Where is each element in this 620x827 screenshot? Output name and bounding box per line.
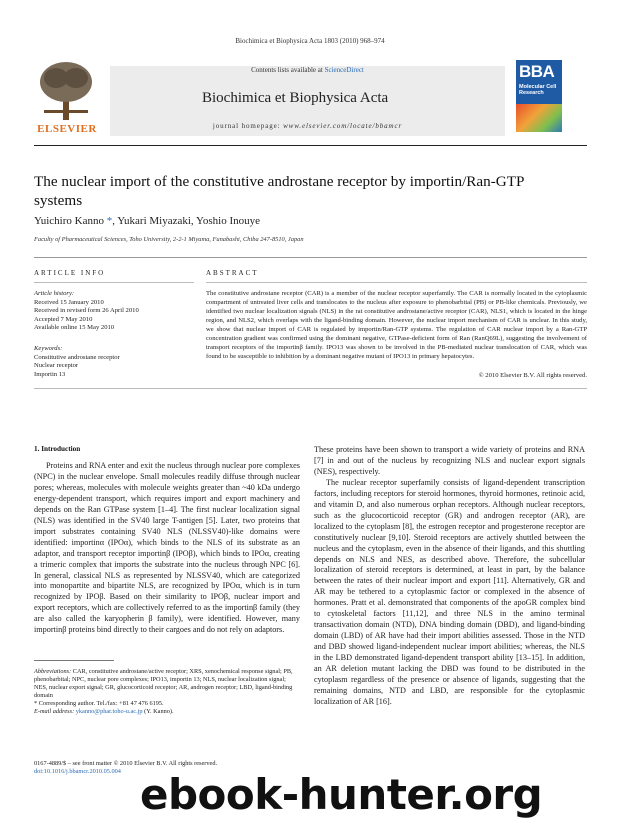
author-list xyxy=(34,215,260,227)
abbreviations-label: Abbreviations: xyxy=(34,668,72,675)
author-first: Yuichiro Kanno xyxy=(34,215,104,227)
history-accepted: Accepted 7 May 2010 xyxy=(34,315,93,323)
cover-image xyxy=(516,104,562,132)
footnote-divider xyxy=(34,660,114,661)
abstract-divider xyxy=(206,282,587,283)
journal-cover xyxy=(516,60,562,132)
abstract-bottom-divider xyxy=(34,388,587,389)
contents-prefix: Contents lists available at xyxy=(251,66,323,74)
copyright-notice: © 2010 Elsevier B.V. All rights reserved. xyxy=(478,372,587,379)
body-column-right xyxy=(314,445,585,708)
keyword-item: Constitutive androstane receptor xyxy=(34,353,120,361)
keywords-label: Keywords: xyxy=(34,345,63,352)
article-title: The nuclear import of the constitutive androstane receptor by importin/Ran-GTP systems xyxy=(34,173,524,209)
journal-title: Biochimica et Biophysica Acta xyxy=(202,90,389,106)
abstract-text: The constitutive androstane receptor (CAR) is a member of the nuclear receptor superfamily. The CAR is normally located in the cytoplasmic compartment of untreated liver cells and translocates to the nucleus after exposure to phenobarbital (PB) or PB-like chemicals. Previously, we identified two nuclear localization signals (NLS) in the rat constitutive androstane/active receptor (CAR), NLS1, which is located in the hinge region, and NLS2, which overlaps with the ligand-binding domain. However, the nuclear import mechanism of CAR is unclear. In this study, we show that nuclear import of CAR is regulated by importin/Ran-GTP systems. The regulation of CAR nuclear import by a Ran-GTP concentration gradient was confirmed using the dominant negative, GTPase-deficient form of Ran (RanQ69L), suggesting the involvement of transport receptors of the importinβ family. IPO13 was shown to be involved in the PB-mediated nuclear translocation of CAR, which was found to be susceptible to inhibition by a dominant negative mutant of IPO13 in primary hepatocytes. xyxy=(206,290,587,360)
affiliation: Faculty of Pharmaceutical Sciences, Toho University, 2-2-1 Miyama, Funabashi, Chiba 247-8510, Japan xyxy=(34,236,304,243)
email-footnote xyxy=(34,708,300,716)
cover-letters: BBA xyxy=(519,62,555,81)
elsevier-tree-icon xyxy=(36,60,96,122)
sciencedirect-link[interactable]: ScienceDirect xyxy=(324,66,364,74)
elsevier-logo: ELSEVIER xyxy=(37,123,97,135)
footnotes xyxy=(34,668,300,715)
info-divider xyxy=(34,282,194,283)
author-rest: , Yukari Miyazaki, Yoshio Inouye xyxy=(112,215,260,227)
corresponding-author-mark[interactable]: * xyxy=(103,215,113,227)
homepage-prefix: journal homepage: xyxy=(212,122,284,130)
watermark: ebook-hunter.org xyxy=(140,770,543,819)
corresponding-footnote: * Corresponding author. Tel./fax: +81 47 476 6195. xyxy=(34,699,164,707)
article-info-heading: ARTICLE INFO xyxy=(34,269,106,277)
abstract-heading: ABSTRACT xyxy=(206,269,259,277)
keywords xyxy=(34,345,194,379)
keyword-item: Importin 13 xyxy=(34,370,66,378)
paragraph: These proteins have been shown to transport a wide variety of proteins and RNA [7] in and out of the nucleus by recognizing NLS and nuclear export signals (NES), respectively. xyxy=(314,445,585,476)
history-label: Article history: xyxy=(34,290,75,297)
paragraph: Proteins and RNA enter and exit the nucleus through nuclear pore complexes (NPC) in the nuclear envelope. Small molecules readily diffuse through nuclear pores; whereas, molecules with molecule weights greater than ~40 kDa undergo energy-dependent transport, which requires import and export machinery and depends on the Ran GTPase system [1–4]. The first nuclear localization signal (NLS) was identified in the SV40 large T-antigen [5]. Later, two proteins that import substrates containing SV40 NLS (NLSSV40)-like domains were identified: importinα (IPOα), which binds to the NLS of its substrate as an adaptor, and transport receptor importinβ (IPOβ), which binds to IPOα, creating a trimeric complex that imports the substrate into the nucleus through NPC [6]. In general, classical NLS as represented by NLSSV40, which are categorized into monopartite and bipartite NLS, are recognized by IPOα, which is in turn recognized by IPOβ. Based on their similarity to IPOβ, nuclear import and export receptors, which are collectively referred to as the importinβ family (they are also called the karyopherin β family), were identified. However, many importinβ proteins bind directly to their cargoes and do not rely on adaptors. xyxy=(34,461,300,635)
abbreviations-footnote xyxy=(34,668,300,700)
cover-subtitle: Molecular Cell Research xyxy=(519,84,557,96)
abbreviations-text: CAR, constitutive androstane/active receptor; XRS, xenochemical response signal; PB, phenobarbital; NPC, nuclear pore complexes; IPO13, importin 13; NLS, nuclear localization signal; NES, nuclear export signal; GR, glucocorticoid receptor; AR, androgen receptor; LBD, ligand-binding domain xyxy=(34,668,293,699)
introduction-heading: 1. Introduction xyxy=(34,445,81,453)
article-history xyxy=(34,290,194,333)
history-revised: Received in revised form 26 April 2010 xyxy=(34,307,139,315)
body-column-left xyxy=(34,461,300,636)
front-matter-line: 0167-4889/$ – see front matter © 2010 Elsevier B.V. All rights reserved. xyxy=(34,760,218,767)
history-received: Received 15 January 2010 xyxy=(34,298,104,306)
journal-homepage xyxy=(110,122,505,130)
homepage-link[interactable]: www.elsevier.com/locate/bbamcr xyxy=(283,122,403,130)
email-link[interactable]: ykanno@phar.toho-u.ac.jp xyxy=(75,707,143,715)
doi-link[interactable]: doi:10.1016/j.bbamcr.2010.05.004 xyxy=(34,768,121,775)
email-label: E-mail address: xyxy=(34,707,75,715)
paragraph: The nuclear receptor superfamily consists of ligand-dependent transcription factors, including receptors for steroid hormones, thyroid hormones, retinoic acid, and vitamin D, and also numerous orphan receptors. Although nuclear receptors, such as the glucocorticoid receptor (GR) and androgen receptor (AR), are localized to the cytoplasm [8], the estrogen receptor and progesterone receptor are constitutively nuclear [9,10]. Steroid receptors are actively shuttled between the nucleus and the cytoplasm, even in the absence of their ligands, and this shuttling depends on NLS and NES, as described above. Therefore, the subcellular localization of steroid receptors is determined, at least in part, by the balance between the rates of their nuclear import and export [11]. Alternatively, GR and AR may be tethered to a cytoplasmic factor or complexed in the absence of hormones. Pratt et al. demonstrated that components of the apoGR complex bind to cytoskeletal factors [11,12], and three NLS in the amino terminal transactivation domain (NTD), DNA binding domain (DBD), and ligand-binding domain (LBD) of AR have had their import abilities assessed. Those in the NTD and DBD showed ligand-independent nuclear import abilities; whereas, the NLS in the LBD demonstrated ligand-dependent transport ability [13–15]. In addition, an AR deletion mutant lacking the DBD was found to be distributed in the cytoplasm regardless of the presence or absence of ligands, suggesting that the remaining domains, NTD and LBD, are responsible for the cytoplasmic localization of AR [16]. xyxy=(314,477,585,706)
email-suffix: (Y. Kanno). xyxy=(142,707,174,715)
contents-line xyxy=(110,66,505,74)
keyword-item: Nuclear receptor xyxy=(34,362,79,370)
journal-citation: Biochimica et Biophysica Acta 1803 (2010) 968–974 xyxy=(235,37,385,45)
header-divider xyxy=(34,145,587,146)
history-online: Available online 15 May 2010 xyxy=(34,324,115,332)
section-divider xyxy=(34,257,587,258)
